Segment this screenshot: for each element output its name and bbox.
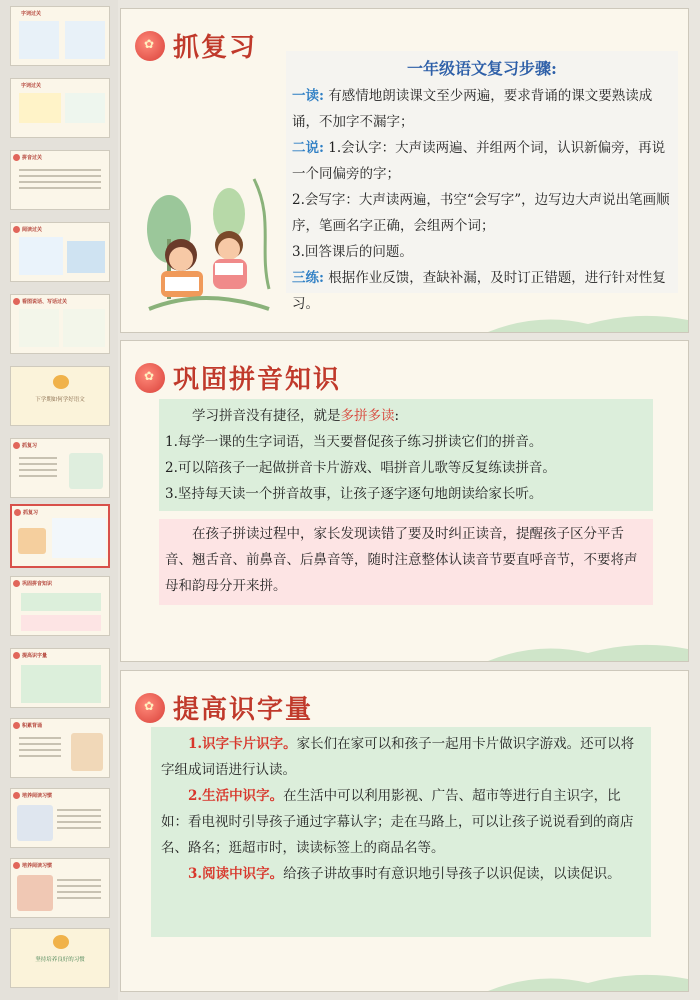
thumbnail-title: 提高识字量 xyxy=(22,653,48,659)
slide-thumbnail-8[interactable] xyxy=(10,504,110,568)
slide-title: ✿ 提高识字量 xyxy=(135,689,313,726)
hill-decoration xyxy=(488,969,688,991)
slide-thumbnail-6[interactable] xyxy=(10,366,110,426)
slide-pinyin[interactable] xyxy=(120,340,689,662)
literacy-methods-panel xyxy=(151,727,651,937)
thumbnail-title: 拼音过关 xyxy=(22,155,43,161)
flower-icon: ✿ xyxy=(135,31,165,61)
thumbnail-title: 培养阅读习惯 xyxy=(22,793,53,799)
thumbnail-title: 阅读过关 xyxy=(22,227,43,233)
say-text: 1.会认字：大声读两遍、并组两个词，认识新偏旁，再说一个同偏旁的字； xyxy=(292,140,666,182)
say-text-3: 3.回答课后的问题。 xyxy=(292,244,413,260)
slide-title: ✿ 抓复习 xyxy=(135,27,257,64)
thumbnail-title: 看图说话、写话过关 xyxy=(22,299,68,305)
pinyin-item-1: 1.每学一课的生字词语，当天要督促孩子练习拼读它们的拼音。 xyxy=(165,434,543,450)
thumbnail-title: 下学期如何学好语文 xyxy=(35,397,85,403)
slide-thumbnail-3[interactable] xyxy=(10,150,110,210)
method-3-text: 给孩子讲故事时有意识地引导孩子以识促读，以读促识。 xyxy=(283,866,621,882)
slide-thumbnail-7[interactable] xyxy=(10,438,110,498)
slide-thumbnail-panel xyxy=(0,0,118,1000)
slide-thumbnail-14[interactable] xyxy=(10,928,110,988)
flower-icon: ✿ xyxy=(135,363,165,393)
thumbnail-title: 积累背诵 xyxy=(22,723,43,729)
slide-thumbnail-2[interactable] xyxy=(10,78,110,138)
read-text: 有感情地朗读课文至少两遍，要求背诵的课文要熟读成诵，不加字不漏字； xyxy=(292,88,653,130)
thumbnail-title: 抓复习 xyxy=(22,443,38,449)
slide-thumbnail-11[interactable] xyxy=(10,718,110,778)
intro-colon: : xyxy=(394,408,400,424)
method-1-label: 1.识字卡片识字。 xyxy=(188,736,297,752)
intro-highlight: 多拼多读 xyxy=(340,408,395,424)
say-label: 二说: xyxy=(292,140,324,156)
method-2-text: 在生活中可以利用影视、广告、超市等进行自主识字，比如：看电视时引导孩子通过字幕认字；走在马路上，可以让孩子说说看到的商店名、路名；逛超市时，读读标签上的商品名等。 xyxy=(161,788,634,856)
slide-thumbnail-13[interactable] xyxy=(10,858,110,918)
method-3-label: 3.阅读中识字。 xyxy=(188,866,284,882)
read-label: 一读: xyxy=(292,88,324,104)
thumbnail-title: 字词过关 xyxy=(21,83,42,89)
slide-title: ✿ 巩固拼音知识 xyxy=(135,359,341,396)
kids-reading-illustration xyxy=(129,159,279,319)
method-2-label: 2.生活中识字。 xyxy=(188,788,284,804)
review-steps-heading: 一年级语文复习步骤: xyxy=(407,59,557,78)
pinyin-item-3: 3.坚持每天读一个拼音故事，让孩子逐字逐句地朗读给家长听。 xyxy=(165,486,543,502)
thumbnail-title: 坚持培养良好的习惯 xyxy=(35,957,85,963)
practice-text: 根据作业反馈，查缺补漏，及时订正错题，进行针对性复习。 xyxy=(292,270,666,312)
slide-thumbnail-1[interactable] xyxy=(10,6,110,66)
practice-label: 三练: xyxy=(292,270,324,286)
slide-thumbnail-9[interactable] xyxy=(10,576,110,636)
thumbnail-title: 字词过关 xyxy=(21,11,42,17)
slide-thumbnail-5[interactable] xyxy=(10,294,110,354)
slide-thumbnail-12[interactable] xyxy=(10,788,110,848)
say-text-2: 2.会写字：大声读两遍，书空“会写字”，边写边大声说出笔画顺序，笔画名字正确，会组两个词； xyxy=(292,192,670,234)
pinyin-item-2: 2.可以陪孩子一起做拼音卡片游戏、唱拼音儿歌等反复练读拼音。 xyxy=(165,460,556,476)
pinyin-note-panel xyxy=(159,519,653,605)
intro-text: 学习拼音没有捷径，就是 xyxy=(192,408,341,424)
pinyin-note: 在孩子拼读过程中，家长发现读错了要及时纠正读音，提醒孩子区分平舌音、翘舌音、前鼻音、后鼻音等，随时注意整体认读音节要直呼音节，不要将声母和韵母分开来拼。 xyxy=(165,526,638,594)
hill-decoration xyxy=(488,310,688,332)
slide-thumbnail-10[interactable] xyxy=(10,648,110,708)
hill-decoration xyxy=(488,639,688,661)
pinyin-method-panel xyxy=(159,399,653,511)
thumbnail-title: 培养阅读习惯 xyxy=(22,863,53,869)
method-1-text: 家长们在家可以和孩子一起用卡片做识字游戏。还可以将字组成词语进行认读。 xyxy=(161,736,635,778)
slide-literacy[interactable] xyxy=(120,670,689,992)
slide-review[interactable] xyxy=(120,8,689,333)
thumbnail-title: 抓复习 xyxy=(23,510,39,516)
slide-thumbnail-4[interactable] xyxy=(10,222,110,282)
thumbnail-title: 巩固拼音知识 xyxy=(22,581,53,587)
flower-icon: ✿ xyxy=(135,693,165,723)
review-steps-panel xyxy=(286,51,678,312)
